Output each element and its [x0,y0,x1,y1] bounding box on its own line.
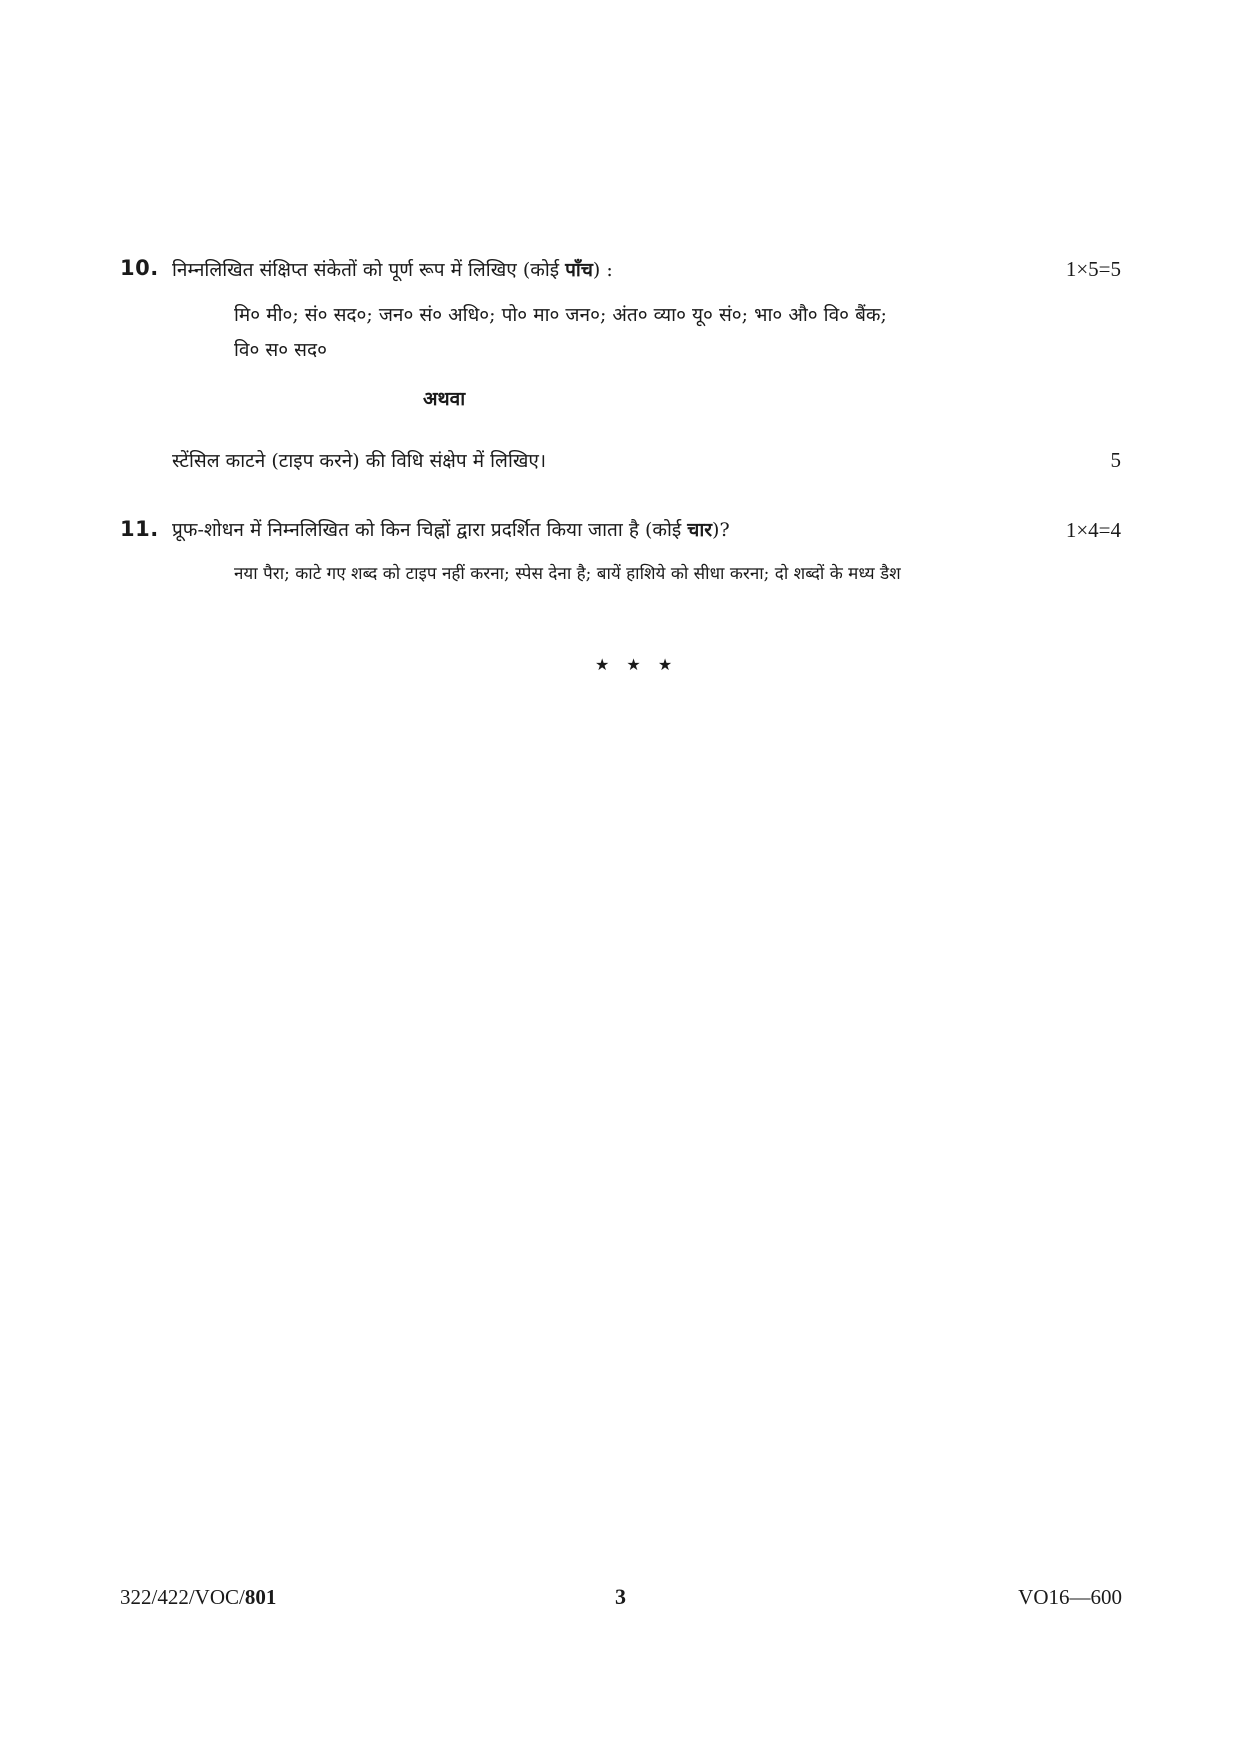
question-11-prompt-emphasis: चार [687,519,713,541]
question-10-alt-marks: 5 [1110,448,1121,472]
question-10-items-line2: वि० स० सद० [234,339,327,361]
question-10-marks: 1×5=5 [1065,257,1121,281]
footer-series-code: VO16—600 [1018,1585,1122,1609]
question-10-prompt-text: निम्नलिखित संक्षिप्त संकेतों को पूर्ण रूप में लिखिए (कोई [172,259,566,281]
question-10-prompt [172,256,613,282]
question-11-marks: 1×4=4 [1065,518,1121,542]
question-11-prompt [172,516,730,542]
question-10-number: 10. [120,256,159,280]
question-11-prompt-close: )? [712,519,730,541]
question-10-items-line1: मि० मी०; सं० सद०; जन० सं० अधि०; पो० मा० जन०; अंत० व्या० यू० सं०; भा० औ० वि० बैंक; [234,304,887,326]
footer-page-number: 3 [615,1584,626,1609]
question-10-or-label: अथवा [423,388,466,410]
footer-paper-code-number: 801 [244,1585,277,1609]
question-10-prompt-emphasis: पाँच [565,259,593,281]
end-of-questions-marker: ★ ★ ★ [595,655,679,674]
question-11-prompt-text: प्रूफ-शोधन में निम्नलिखित को किन चिह्नों द्वारा प्रदर्शित किया जाता है (कोई [172,519,688,541]
question-11-items-line1: नया पैरा; काटे गए शब्द को टाइप नहीं करना; स्पेस देना है; बायें हाशिये को सीधा करना; दो शब्दों के मध्य डैश [234,564,901,584]
question-11-number: 11. [120,517,159,541]
footer-paper-code [120,1585,276,1610]
question-10-prompt-close: ) : [592,259,613,281]
footer-paper-code-prefix: 322/422/VOC/ [120,1585,245,1609]
question-10-alt-prompt: स्टेंसिल काटने (टाइप करने) की विधि संक्षेप में लिखिए। [172,450,547,472]
